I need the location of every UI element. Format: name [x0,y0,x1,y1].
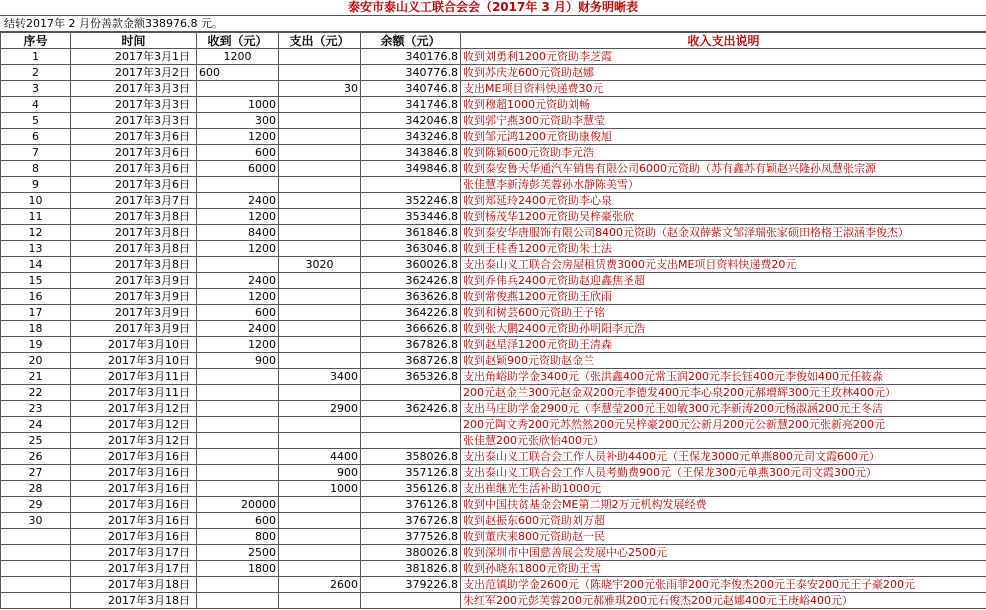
row-number: 9 [1,177,71,193]
row-expense [279,225,361,241]
row-balance: 360026.8 [361,257,461,273]
row-expense [279,337,361,353]
row-number: 2 [1,65,71,81]
row-date: 2017年3月8日 [71,209,197,225]
row-income: 2500 [197,545,279,561]
row-number: 28 [1,481,71,497]
row-date: 2017年3月11日 [71,369,197,385]
row-income [197,433,279,449]
row-expense: 3400 [279,369,361,385]
finance-table [0,32,986,609]
row-description: 收到陈颖600元资助李元浩 [461,145,986,161]
row-expense [279,353,361,369]
row-number: 15 [1,273,71,289]
table-row [1,225,986,241]
row-description: 支出泰山义工联合会工作人员补助4400元（王保龙3000元单燕800元司文霞600元） [461,449,986,465]
row-description: 支出角峪助学金3400元（张洪鑫400元常玉润200元李长钰400元李俊如400元任筱淼 [461,369,986,385]
row-expense [279,305,361,321]
row-income: 900 [197,353,279,369]
table-row [1,129,986,145]
row-date: 2017年3月1日 [71,49,197,65]
row-description: 支出泰山义工联合会房屋租赁费3000元支出ME项目资料快递费20元 [461,257,986,273]
row-balance: 340176.8 [361,49,461,65]
header-row [1,33,986,49]
header-income: 收到（元） [197,33,279,49]
row-description: 支出崔继光生活补助1000元 [461,481,986,497]
row-income: 1200 [197,209,279,225]
row-date: 2017年3月8日 [71,257,197,273]
row-number: 30 [1,513,71,529]
row-date: 2017年3月12日 [71,417,197,433]
table-row [1,337,986,353]
row-date: 2017年3月16日 [71,481,197,497]
row-description: 收到深圳市中国慈善展会发展中心2500元 [461,545,986,561]
row-balance: 363626.8 [361,289,461,305]
row-description: 200元陶文秀200元苏然然200元吴梓豪200元公新月200元公新慧200元张新亮200元 [461,417,986,433]
table-row [1,321,986,337]
carry-over-note: 结转2017年 2 月份善款金额338976.8 元。 [0,16,986,32]
row-date: 2017年3月11日 [71,385,197,401]
row-income: 1200 [197,129,279,145]
row-date: 2017年3月9日 [71,289,197,305]
row-expense [279,545,361,561]
table-row [1,81,986,97]
row-description: 收到中国扶贫基金会ME第二期2万元机构发展经费 [461,497,986,513]
table-row [1,561,986,577]
row-balance [361,385,461,401]
row-expense: 1000 [279,481,361,497]
row-date: 2017年3月16日 [71,449,197,465]
row-expense [279,145,361,161]
table-row [1,65,986,81]
row-income [197,417,279,433]
table-row [1,417,986,433]
row-income: 2400 [197,193,279,209]
row-number [1,577,71,593]
row-balance [361,177,461,193]
row-balance: 343846.8 [361,145,461,161]
row-expense [279,385,361,401]
row-balance: 357126.8 [361,465,461,481]
row-expense [279,273,361,289]
row-date: 2017年3月9日 [71,305,197,321]
row-income: 1000 [197,97,279,113]
row-balance: 365326.8 [361,369,461,385]
row-balance: 342046.8 [361,113,461,129]
row-description: 收到赵颖900元资助赵金兰 [461,353,986,369]
row-description: 收到王桂香1200元资助朱士法 [461,241,986,257]
table-row [1,449,986,465]
row-income: 20000 [197,497,279,513]
row-number: 20 [1,353,71,369]
row-description: 收到乔伟兵2400元资助赵迎鑫焦圣超 [461,273,986,289]
row-expense [279,593,361,609]
row-description: 收到赵星泽1200元资助王清森 [461,337,986,353]
row-income: 1800 [197,561,279,577]
table-row [1,241,986,257]
header-balance: 余额（元） [361,33,461,49]
row-description: 收到赵振东600元资助刘万超 [461,513,986,529]
row-date: 2017年3月17日 [71,561,197,577]
table-row [1,481,986,497]
row-income: 600 [197,305,279,321]
table-row [1,289,986,305]
row-income: 2400 [197,321,279,337]
row-expense: 2900 [279,401,361,417]
row-income [197,81,279,97]
row-expense [279,209,361,225]
table-row [1,113,986,129]
row-balance: 377526.8 [361,529,461,545]
row-balance: 368726.8 [361,353,461,369]
row-description: 收到董庆来800元资助赵一民 [461,529,986,545]
row-expense [279,97,361,113]
row-expense [279,433,361,449]
row-expense [279,417,361,433]
row-expense [279,113,361,129]
header-no: 序号 [1,33,71,49]
row-balance: 343246.8 [361,129,461,145]
row-expense [279,497,361,513]
table-row [1,385,986,401]
row-balance: 340776.8 [361,65,461,81]
row-income [197,401,279,417]
row-income: 600 [197,145,279,161]
row-expense [279,161,361,177]
row-balance: 376726.8 [361,513,461,529]
row-income: 1200 [197,289,279,305]
row-number: 13 [1,241,71,257]
row-description: 200元赵金兰300元赵金双200元李德发400元李心泉200元郝增辉300元王玫林400元） [461,385,986,401]
row-income: 2400 [197,273,279,289]
row-expense: 900 [279,465,361,481]
row-expense: 30 [279,81,361,97]
row-number [1,529,71,545]
row-income [197,257,279,273]
table-row [1,161,986,177]
row-expense: 4400 [279,449,361,465]
row-number: 23 [1,401,71,417]
row-description: 收到和树芸600元资助王子铭 [461,305,986,321]
row-income: 600 [197,513,279,529]
row-expense: 3020 [279,257,361,273]
row-date: 2017年3月9日 [71,321,197,337]
row-date: 2017年3月10日 [71,353,197,369]
row-expense [279,129,361,145]
row-expense [279,561,361,577]
table-row [1,273,986,289]
row-balance: 356126.8 [361,481,461,497]
row-balance: 367826.8 [361,337,461,353]
row-date: 2017年3月2日 [71,65,197,81]
row-income: 600 [197,65,279,81]
row-date: 2017年3月6日 [71,177,197,193]
row-description: 收到邹元鸿1200元资助康俊旭 [461,129,986,145]
row-date: 2017年3月10日 [71,337,197,353]
row-balance: 376126.8 [361,497,461,513]
row-number: 22 [1,385,71,401]
row-number: 4 [1,97,71,113]
row-description: 收到穆超1000元资助刘畅 [461,97,986,113]
table-row [1,497,986,513]
row-description: 收到泰安华唐服饰有限公司8400元资助（赵金双薛紫文邹泽瑞张家硕田格格王淑涵李俊杰） [461,225,986,241]
header-expense: 支出（元） [279,33,361,49]
row-number: 12 [1,225,71,241]
row-date: 2017年3月6日 [71,161,197,177]
row-balance [361,593,461,609]
row-number: 18 [1,321,71,337]
table-row [1,177,986,193]
row-balance: 379226.8 [361,577,461,593]
row-number: 3 [1,81,71,97]
row-expense [279,241,361,257]
row-description: 支出ME项目资料快递费30元 [461,81,986,97]
row-balance: 363046.8 [361,241,461,257]
row-number: 19 [1,337,71,353]
row-date: 2017年3月16日 [71,497,197,513]
row-balance: 352246.8 [361,193,461,209]
row-number: 16 [1,289,71,305]
row-description: 收到杨茂华1200元资助吴梓豪张欣 [461,209,986,225]
row-income [197,177,279,193]
table-row [1,193,986,209]
row-expense [279,177,361,193]
row-income [197,481,279,497]
row-date: 2017年3月16日 [71,529,197,545]
row-date: 2017年3月18日 [71,593,197,609]
table-row [1,49,986,65]
row-date: 2017年3月6日 [71,129,197,145]
row-description: 收到张大鹏2400元资助孙明阳李元浩 [461,321,986,337]
row-date: 2017年3月7日 [71,193,197,209]
row-balance: 340746.8 [361,81,461,97]
row-income: 1200 [197,49,279,65]
table-row [1,593,986,609]
row-number: 24 [1,417,71,433]
table-row [1,545,986,561]
row-expense [279,49,361,65]
table-row [1,401,986,417]
row-income [197,369,279,385]
table-row [1,433,986,449]
row-income [197,449,279,465]
row-description: 支出马庄助学金2900元（李慧莹200元王如敏300元李新涛200元杨淑涵200元王冬洁 [461,401,986,417]
row-date: 2017年3月17日 [71,545,197,561]
row-date: 2017年3月3日 [71,113,197,129]
header-description: 收入支出说明 [461,33,986,49]
row-expense [279,65,361,81]
row-income [197,385,279,401]
row-income: 8400 [197,225,279,241]
row-number: 1 [1,49,71,65]
row-date: 2017年3月16日 [71,513,197,529]
row-date: 2017年3月3日 [71,97,197,113]
row-expense [279,289,361,305]
row-balance: 358026.8 [361,449,461,465]
row-number: 17 [1,305,71,321]
row-balance: 341746.8 [361,97,461,113]
row-balance: 381826.8 [361,561,461,577]
row-balance: 353446.8 [361,209,461,225]
row-number: 21 [1,369,71,385]
row-date: 2017年3月6日 [71,145,197,161]
row-expense [279,513,361,529]
row-number [1,593,71,609]
row-date: 2017年3月18日 [71,577,197,593]
row-description: 收到刘勇利1200元资助李芝霞 [461,49,986,65]
row-description: 收到郭宁燕300元资助李慧莹 [461,113,986,129]
table-row [1,145,986,161]
table-row [1,257,986,273]
table-row [1,529,986,545]
row-description: 收到常俊燕1200元资助王欣雨 [461,289,986,305]
table-row [1,353,986,369]
row-number: 5 [1,113,71,129]
row-income [197,593,279,609]
row-balance: 361846.8 [361,225,461,241]
row-date: 2017年3月12日 [71,433,197,449]
row-income: 1200 [197,337,279,353]
table-row [1,97,986,113]
row-number [1,545,71,561]
row-description: 张佳慧李新涛彭芙蓉孙水静陈美雪） [461,177,986,193]
row-number: 11 [1,209,71,225]
row-date: 2017年3月8日 [71,241,197,257]
table-row [1,369,986,385]
row-income: 1200 [197,241,279,257]
row-number: 7 [1,145,71,161]
table-row [1,305,986,321]
row-description: 收到泰安鲁天华通汽车销售有限公司6000元资助（苏有鑫苏有颖赵兴隆孙凤慧张宗源 [461,161,986,177]
row-balance: 349846.8 [361,161,461,177]
row-description: 张佳慧200元张欣怡400元） [461,433,986,449]
row-balance: 364226.8 [361,305,461,321]
row-date: 2017年3月8日 [71,225,197,241]
row-description: 支出范镇助学金2600元（陈晓宇200元张雨菲200元李俊杰200元王泰安200元王子豪200元 [461,577,986,593]
row-date: 2017年3月16日 [71,465,197,481]
row-balance: 362426.8 [361,273,461,289]
row-description: 收到苏庆龙600元资助赵娜 [461,65,986,81]
row-income: 6000 [197,161,279,177]
table-body [1,49,986,609]
row-income: 800 [197,529,279,545]
row-expense [279,321,361,337]
row-balance: 366626.8 [361,321,461,337]
row-income [197,465,279,481]
row-expense: 2600 [279,577,361,593]
row-date: 2017年3月9日 [71,273,197,289]
row-description: 朱红军200元彭芙蓉200元郝雅琪200元石俊杰200元赵娜400元王庚峪400元） [461,593,986,609]
row-date: 2017年3月3日 [71,81,197,97]
row-number: 8 [1,161,71,177]
row-description: 收到孙晓东1800元资助王雪 [461,561,986,577]
row-expense [279,529,361,545]
table-row [1,577,986,593]
row-description: 支出泰山义工联合会工作人员考勤费900元（王保龙300元单燕300元司文霞300元） [461,465,986,481]
row-number: 29 [1,497,71,513]
table-row [1,209,986,225]
row-number: 26 [1,449,71,465]
row-income: 300 [197,113,279,129]
row-balance [361,433,461,449]
row-expense [279,193,361,209]
row-number: 27 [1,465,71,481]
row-number: 14 [1,257,71,273]
row-number: 25 [1,433,71,449]
row-number [1,561,71,577]
row-income [197,577,279,593]
sheet-title: 泰安市泰山义工联合会会（2017年 3 月）财务明晰表 [0,0,986,16]
row-balance: 380026.8 [361,545,461,561]
row-balance: 362426.8 [361,401,461,417]
row-description: 收到郑延玲2400元资助李心泉 [461,193,986,209]
table-row [1,513,986,529]
table-row [1,465,986,481]
row-number: 10 [1,193,71,209]
header-date: 时间 [71,33,197,49]
row-date: 2017年3月12日 [71,401,197,417]
row-number: 6 [1,129,71,145]
row-balance [361,417,461,433]
